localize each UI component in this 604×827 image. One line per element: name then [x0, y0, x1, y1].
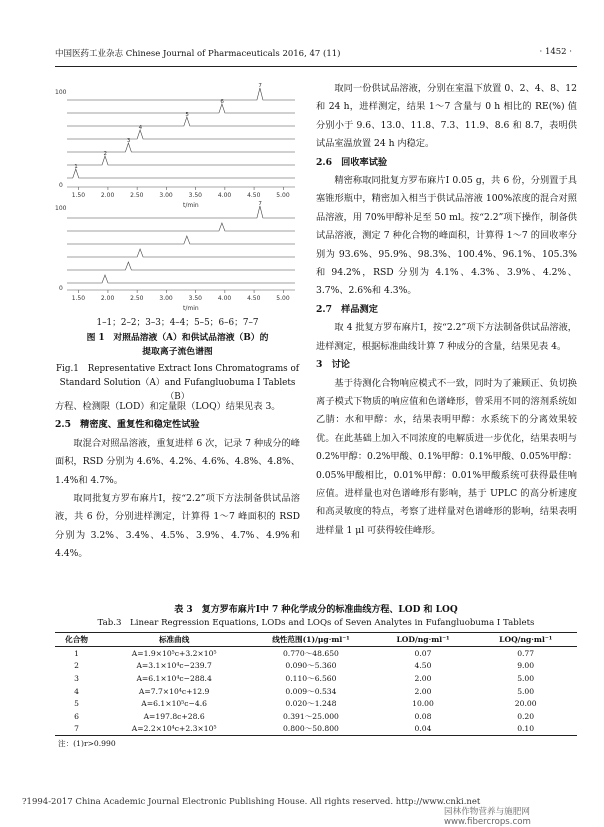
x-tick-label: 5.00 [276, 295, 290, 302]
chromatogram-trace [67, 130, 295, 139]
table-cell: 0.800～50.800 [250, 723, 371, 736]
header-rule [55, 66, 577, 67]
section-2-5-heading: 2.5 精密度、重复性和稳定性试验 [55, 419, 200, 431]
peak-label: 5 [185, 112, 189, 118]
table-cell: A=6.1×10⁵c−4.6 [141, 699, 207, 709]
table-cell: 9.00 [517, 661, 535, 671]
chromatogram-trace [67, 88, 295, 100]
table-cell: 0.770～48.650 [282, 648, 339, 658]
chromatogram-trace [67, 169, 295, 178]
chromatogram-trace [67, 223, 295, 231]
x-tick-label: 4.50 [247, 295, 261, 302]
x-tick-label: 1.50 [71, 192, 86, 199]
panel-b-ytick-top: 100 [55, 205, 67, 212]
chromatogram-trace [67, 262, 295, 270]
right-column [316, 80, 577, 540]
peak-label: 2 [103, 151, 107, 157]
table-cell: 0.08 [414, 711, 432, 721]
discussion-paragraph: 基于待测化合物响应模式不一致，同时为了兼顾正、负切换离子模式下物质的响应值和色谱峰形，曾采用不同的溶剂系统如乙腈：水和甲醇：水，结果表明甲醇：水系统下的分离效果较优。在此基础上加入不同浓度的电解质进一步优化，结果表明与 0.2%甲醇：0.2%甲酸、0.1%甲醇：0.1%甲酸、0.05%甲醇：0.05%甲酸相比，0.01%甲醇：0.01%甲酸系统可获得最佳响应值。进样量也对色谱峰形有影响，基于 UPLC 的高分析速度和高灵敏度的特点，考察了进样量对色谱峰形的影响，结果表明进样量 1 μl 可获得较佳峰形。 [316, 377, 577, 536]
stability-paragraph: 取同一份供试品溶液，分别在室温下放置 0、2、4、8、12 和 24 h，进样测定，结果 1～7 含量与 0 h 相比的 RE(%) 值分别小于 9.6、13.0、11.8、7.3、11.9、8.6 和 8.7，表明供试品室温放置 24 h 内稳定。 [316, 83, 577, 150]
table-cell: 0.07 [414, 648, 432, 658]
precision-paragraph: 取混合对照品溶液，重复进样 6 次，记录 7 种成分的峰面积，RSD 分别为 4.6%、4.2%、4.6%、4.8%、4.8%、1.4%和 4.7%。 [55, 437, 300, 486]
table-cell: 0.20 [517, 711, 535, 721]
col-header-range: 线性范围(1)/μg·ml⁻¹ [250, 633, 371, 647]
table-cell: 2.00 [414, 686, 432, 696]
table-cell: 7 [55, 723, 98, 736]
left-paragraph-continued: 方程、检测限（LOD）和定量限（LOQ）结果见表 3。 [55, 401, 281, 412]
x-tick-label: 3.00 [159, 192, 173, 199]
chromatogram-figure [55, 82, 300, 314]
table-cell: 0.391～25.000 [282, 711, 339, 721]
chromatogram-trace [67, 206, 295, 218]
recovery-paragraph: 精密称取同批复方罗布麻片Ⅰ 0.05 g，共 6 份，分别置于具塞锥形瓶中，精密加入相当于供试品溶液 100%浓度的混合对照品溶液，用 70%甲醇补足至 50 ml。按“2.2”项下操作，制备供试品溶液，测定 7 种化合物的峰面积，计算得 1～7 的回收率分别为 93.6%、95.9%、98.3%、100.4%、96.1%、105.3%和 94.2%，RSD 分别为 4.1%、4.3%、3.9%、4.2%、3.7%、2.6%和 4.3%。 [316, 175, 577, 297]
x-tick-label: 3.50 [188, 295, 202, 302]
chromatogram-trace [67, 156, 295, 165]
chromatogram-trace [67, 275, 295, 283]
page-number: · 1452 · [539, 47, 572, 57]
peak-label: 7 [258, 201, 262, 207]
table-cell: 0.77 [517, 648, 535, 658]
figure-1-legend: 1–1；2–2；3–3；4–4；5–5；6–6；7–7 [96, 318, 259, 328]
table-cell: 4 [74, 686, 79, 696]
table-cell: A=197.8c+28.6 [143, 711, 205, 721]
section-2-6-heading: 2.6 回收率试验 [316, 156, 388, 168]
panel-b-xlabel: t/min [183, 305, 199, 312]
x-tick-label: 4.00 [217, 192, 232, 199]
journal-header: 中国医药工业杂志 Chinese Journal of Pharmaceuticals 2016, 47 (11) [55, 49, 341, 59]
table-cell: 1 [74, 648, 79, 658]
table-cell: 5.00 [517, 673, 535, 683]
table-row [55, 647, 577, 660]
x-tick-label: 2.00 [100, 192, 115, 199]
x-tick-label: 2.00 [100, 295, 115, 302]
table-row [55, 710, 577, 723]
table-row [55, 672, 577, 685]
x-tick-label: 4.50 [247, 192, 261, 199]
peak-label: 6 [220, 99, 224, 105]
x-tick-label: 5.00 [276, 192, 290, 199]
peak-label: 7 [258, 83, 262, 89]
table-cell: A=6.1×10⁴c−288.4 [136, 673, 212, 683]
table-row [55, 685, 577, 698]
figure-1 [55, 82, 300, 314]
table-cell: 0.009～0.534 [285, 686, 337, 696]
table-cell: 0.020～1.248 [285, 699, 337, 709]
table-3 [55, 632, 577, 736]
table-cell: 6 [74, 711, 79, 721]
table-3-title-cn: 表 3 复方罗布麻片Ⅰ中 7 种化学成分的标准曲线方程、LOD 和 LOQ [174, 605, 458, 615]
x-tick-label: 3.00 [159, 295, 173, 302]
table-row [55, 660, 577, 673]
table-cell: 0.10 [474, 723, 577, 736]
chromatogram-trace [67, 117, 295, 126]
x-tick-label: 4.00 [217, 295, 232, 302]
peak-label: 3 [126, 138, 131, 144]
table-cell: 20.00 [514, 699, 537, 709]
panel-a-xlabel: t/min [183, 202, 199, 209]
table-3-title-en: Tab.3 Linear Regression Equations, LODs and LOQs of Seven Analytes in Fufangluobuma Ⅰ Tablets [97, 618, 535, 628]
table-cell: 4.50 [414, 661, 432, 671]
table-cell: 0.090～5.360 [285, 661, 337, 671]
col-header-loq: LOQ/ng·ml⁻¹ [474, 633, 577, 647]
x-tick-label: 1.50 [71, 295, 86, 302]
table-cell: 2.00 [414, 673, 432, 683]
col-header-lod: LOD/ng·ml⁻¹ [372, 633, 475, 647]
x-tick-label: 3.50 [188, 192, 202, 199]
figure-1-caption-cn-1: 图 1 对照品溶液（A）和供试品溶液（B）的 [86, 333, 269, 343]
chromatogram-trace [67, 104, 295, 113]
x-tick-label: 2.50 [130, 192, 144, 199]
panel-a-ytick-top: 100 [55, 89, 67, 96]
table-cell: 0.04 [372, 723, 475, 736]
chromatogram-trace [67, 236, 295, 244]
table-cell: A=1.9×10⁵c+3.2×10⁵ [131, 648, 217, 658]
table-cell: A=7.7×10⁴c+12.9 [138, 686, 210, 696]
table-cell: A=3.1×10⁴c−239.7 [136, 661, 212, 671]
figure-1-caption-en-1: Fig.1 Representative Extract Ions Chromatograms of [55, 364, 300, 374]
chromatogram-trace [67, 249, 295, 257]
left-column [55, 398, 300, 564]
panel-a-ytick-bottom: 0 [59, 182, 63, 189]
x-tick-label: 2.50 [130, 295, 144, 302]
col-header-compound: 化合物 [55, 633, 98, 647]
table-cell: 5 [74, 699, 79, 709]
repeatability-paragraph: 取同批复方罗布麻片Ⅰ，按“2.2”项下方法制备供试品溶液，共 6 份，分别进样测定，计算得 1～7 峰面积的 RSD 分别为 3.2%、3.4%、4.5%、3.9%、4.7%、4.9%和 4.4%。 [55, 493, 300, 560]
panel-b-ytick-bottom: 0 [59, 285, 63, 292]
table-cell: 3 [74, 673, 79, 683]
col-header-curve: 标准曲线 [98, 633, 250, 647]
table-cell: 0.110～6.560 [285, 673, 337, 683]
table-cell: 10.00 [412, 699, 434, 709]
copyright-footer: ?1994-2017 China Academic Journal Electronic Publishing House. All rights reserved. http://www.cnki.net [22, 797, 481, 807]
table-cell: 5.00 [517, 686, 535, 696]
figure-1-caption-cn-2: 提取离子流色谱图 [142, 347, 213, 357]
sample-determination-paragraph: 取 4 批复方罗布麻片Ⅰ，按“2.2”项下方法制备供试品溶液，进样测定，根据标准曲线计算 7 种成分的含量，结果见表 4。 [316, 322, 577, 352]
figure-1-caption-en-2: Standard Solution（A）and Fufangluobuma Ⅰ Tablets（B） [59, 378, 296, 402]
table-3-note: 注：(1)r>0.990 [58, 739, 116, 748]
chromatogram-trace [67, 143, 295, 152]
table-row [55, 697, 577, 710]
table-cell: A=2.2×10⁴c+2.3×10⁵ [98, 723, 250, 736]
table-header-row [55, 633, 577, 647]
table-row [55, 723, 577, 736]
section-3-heading: 3 讨论 [316, 359, 350, 371]
section-2-7-heading: 2.7 样品测定 [316, 303, 378, 315]
watermark: 园林作物营养与施肥网 www.fibercrops.com [444, 807, 531, 827]
peak-label: 4 [138, 125, 143, 131]
table-cell: 2 [74, 661, 79, 671]
peak-label: 1 [74, 164, 78, 170]
